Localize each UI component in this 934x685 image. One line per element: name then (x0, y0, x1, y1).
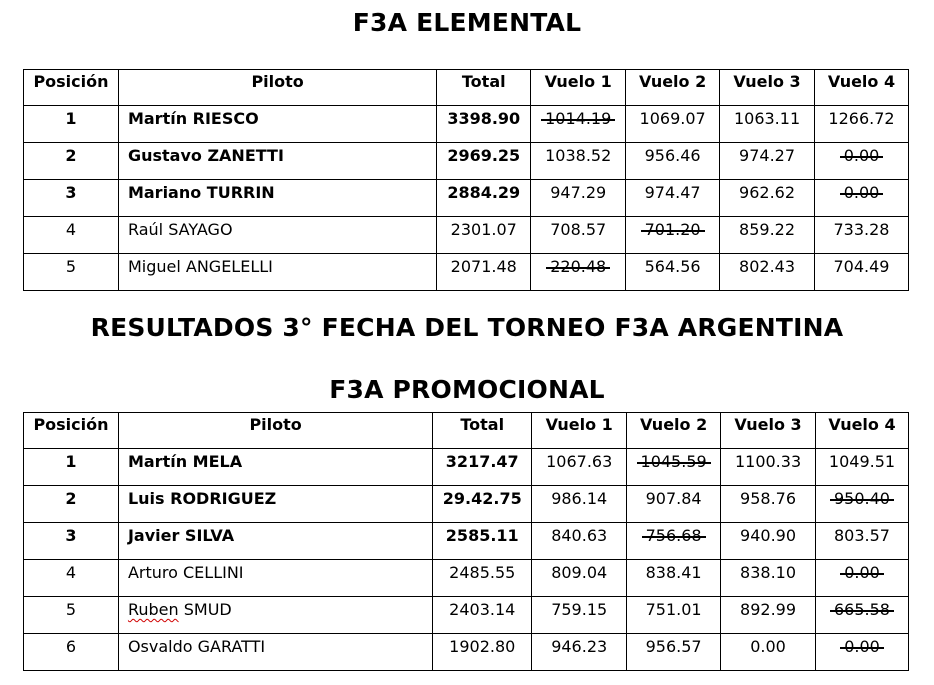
flight-3-score-cell (720, 254, 815, 291)
total-cell: 2485.55 (433, 560, 532, 597)
flight-4-score-cell (815, 180, 909, 217)
promocional-results-table (23, 412, 909, 671)
total-cell: 1902.80 (433, 634, 532, 671)
score-value: 840.63 (551, 526, 608, 545)
score-value: 974.47 (644, 183, 701, 202)
position-cell: 4 (24, 560, 119, 597)
total-cell: 29.42.75 (433, 486, 532, 523)
table-row (24, 143, 909, 180)
header-position: Posición (24, 70, 119, 106)
pilot-cell: Miguel ANGELELLI (118, 254, 436, 291)
flight-3-score-cell (721, 449, 816, 486)
score-value: 892.99 (740, 600, 797, 619)
table-row (24, 597, 909, 634)
discarded-score: 665.58 (834, 600, 890, 619)
flight-2-score-cell (627, 449, 721, 486)
position-cell: 1 (24, 106, 119, 143)
pilot-cell: Ruben SMUD (118, 597, 432, 634)
table-header-row (24, 70, 909, 106)
elemental-results-table (23, 69, 909, 291)
promocional-title: F3A PROMOCIONAL (329, 375, 605, 404)
header-total: Total (437, 70, 531, 106)
flight-2-score-cell (627, 634, 721, 671)
score-value: 1067.63 (546, 452, 613, 471)
header-total: Total (433, 413, 532, 449)
flight-1-score-cell (532, 523, 627, 560)
score-value: 809.04 (551, 563, 608, 582)
header-flight-1: Vuelo 1 (531, 70, 626, 106)
flight-4-score-cell (816, 449, 909, 486)
discarded-score: 756.68 (645, 526, 702, 545)
position-cell: 1 (24, 449, 119, 486)
pilot-cell: Martín RIESCO (118, 106, 436, 143)
header-flight-1: Vuelo 1 (532, 413, 627, 449)
flight-4-score-cell (816, 597, 909, 634)
score-value: 940.90 (740, 526, 797, 545)
spellcheck-flagged-word: Ruben (127, 600, 179, 619)
flight-4-score-cell (815, 217, 909, 254)
pilot-cell: Gustavo ZANETTI (118, 143, 436, 180)
score-value: 859.22 (739, 220, 796, 239)
flight-1-score-cell (532, 634, 627, 671)
flight-1-score-cell (531, 180, 626, 217)
score-value: 733.28 (833, 220, 890, 239)
flight-2-score-cell (627, 560, 721, 597)
header-flight-2: Vuelo 2 (626, 70, 720, 106)
pilot-cell: Luis RODRIGUEZ (118, 486, 432, 523)
score-value: 1100.33 (734, 452, 802, 471)
pilot-cell: Martín MELA (118, 449, 432, 486)
table-row (24, 486, 909, 523)
discarded-score: 0.00 (844, 637, 880, 656)
flight-3-score-cell (721, 560, 816, 597)
table-row (24, 523, 909, 560)
position-cell: 5 (24, 597, 119, 634)
header-flight-3: Vuelo 3 (721, 413, 816, 449)
score-value: 708.57 (550, 220, 607, 239)
score-value: 564.56 (644, 257, 701, 276)
pilot-cell: Mariano TURRIN (118, 180, 436, 217)
flight-4-score-cell (816, 560, 909, 597)
score-value: 704.49 (833, 257, 890, 276)
score-value: 1038.52 (545, 146, 612, 165)
total-cell: 2301.07 (437, 217, 531, 254)
flight-4-score-cell (816, 634, 909, 671)
score-value: 958.76 (740, 489, 797, 508)
score-value: 838.41 (645, 563, 702, 582)
header-position: Posición (24, 413, 119, 449)
table-row (24, 560, 909, 597)
table-row (24, 449, 909, 486)
header-flight-4: Vuelo 4 (816, 413, 909, 449)
score-value: 759.15 (551, 600, 608, 619)
flight-4-score-cell (816, 486, 909, 523)
score-value: 946.23 (551, 637, 608, 656)
flight-3-score-cell (721, 486, 816, 523)
flight-2-score-cell (627, 486, 721, 523)
score-value: 956.46 (644, 146, 701, 165)
flight-2-score-cell (626, 106, 720, 143)
flight-2-score-cell (626, 180, 720, 217)
table-row (24, 217, 909, 254)
pilot-cell: Osvaldo GARATTI (118, 634, 432, 671)
total-cell: 2585.11 (433, 523, 532, 560)
flight-4-score-cell (815, 254, 909, 291)
score-value: 986.14 (551, 489, 608, 508)
position-cell: 2 (24, 486, 119, 523)
table-row (24, 634, 909, 671)
total-cell: 3398.90 (437, 106, 531, 143)
header-pilot: Piloto (118, 70, 436, 106)
discarded-score: 701.20 (644, 220, 701, 239)
total-cell: 2969.25 (437, 143, 531, 180)
pilot-cell: Javier SILVA (118, 523, 432, 560)
flight-4-score-cell (816, 523, 909, 560)
position-cell: 3 (24, 180, 119, 217)
flight-3-score-cell (720, 180, 815, 217)
score-value: 1063.11 (733, 109, 801, 128)
flight-3-score-cell (720, 217, 815, 254)
discarded-score: 220.48 (550, 257, 607, 276)
flight-2-score-cell (626, 217, 720, 254)
score-value: 974.27 (739, 146, 796, 165)
score-value: 1049.51 (828, 452, 896, 471)
discarded-score: 0.00 (843, 183, 880, 202)
elemental-title: F3A ELEMENTAL (352, 8, 582, 37)
score-value: 803.57 (834, 526, 890, 545)
flight-1-score-cell (532, 486, 627, 523)
position-cell: 6 (24, 634, 119, 671)
pilot-cell: Raúl SAYAGO (118, 217, 436, 254)
results-title: RESULTADOS 3° FECHA DEL TORNEO F3A ARGENTINA (90, 313, 844, 342)
flight-1-score-cell (531, 254, 626, 291)
score-value: 947.29 (550, 183, 607, 202)
total-cell: 3217.47 (433, 449, 532, 486)
discarded-score: 0.00 (844, 563, 880, 582)
table-row (24, 106, 909, 143)
position-cell: 5 (24, 254, 119, 291)
flight-1-score-cell (531, 143, 626, 180)
flight-2-score-cell (626, 143, 720, 180)
flight-1-score-cell (531, 217, 626, 254)
flight-3-score-cell (720, 143, 815, 180)
score-value: 956.57 (645, 637, 702, 656)
flight-3-score-cell (721, 597, 816, 634)
score-value: 1266.72 (828, 109, 895, 128)
position-cell: 4 (24, 217, 119, 254)
table-header-row (24, 413, 909, 449)
table-row (24, 254, 909, 291)
flight-1-score-cell (531, 106, 626, 143)
flight-1-score-cell (532, 449, 627, 486)
pilot-cell: Arturo CELLINI (118, 560, 432, 597)
score-value: 802.43 (739, 257, 796, 276)
header-flight-2: Vuelo 2 (627, 413, 721, 449)
flight-1-score-cell (532, 560, 627, 597)
flight-1-score-cell (532, 597, 627, 634)
flight-3-score-cell (721, 634, 816, 671)
header-flight-3: Vuelo 3 (720, 70, 815, 106)
table-row (24, 180, 909, 217)
discarded-score: 950.40 (834, 489, 890, 508)
total-cell: 2884.29 (437, 180, 531, 217)
flight-2-score-cell (627, 523, 721, 560)
score-value: 0.00 (750, 637, 786, 656)
score-value: 962.62 (739, 183, 796, 202)
discarded-score: 1045.59 (640, 452, 707, 471)
header-flight-4: Vuelo 4 (815, 70, 909, 106)
score-value: 1069.07 (639, 109, 706, 128)
header-pilot: Piloto (118, 413, 432, 449)
flight-3-score-cell (721, 523, 816, 560)
position-cell: 3 (24, 523, 119, 560)
flight-2-score-cell (626, 254, 720, 291)
flight-4-score-cell (815, 106, 909, 143)
score-value: 751.01 (645, 600, 702, 619)
total-cell: 2071.48 (437, 254, 531, 291)
discarded-score: 1014.19 (545, 109, 612, 128)
score-value: 907.84 (645, 489, 702, 508)
position-cell: 2 (24, 143, 119, 180)
total-cell: 2403.14 (433, 597, 532, 634)
score-value: 838.10 (740, 563, 797, 582)
flight-3-score-cell (720, 106, 815, 143)
flight-2-score-cell (627, 597, 721, 634)
discarded-score: 0.00 (843, 146, 880, 165)
flight-4-score-cell (815, 143, 909, 180)
